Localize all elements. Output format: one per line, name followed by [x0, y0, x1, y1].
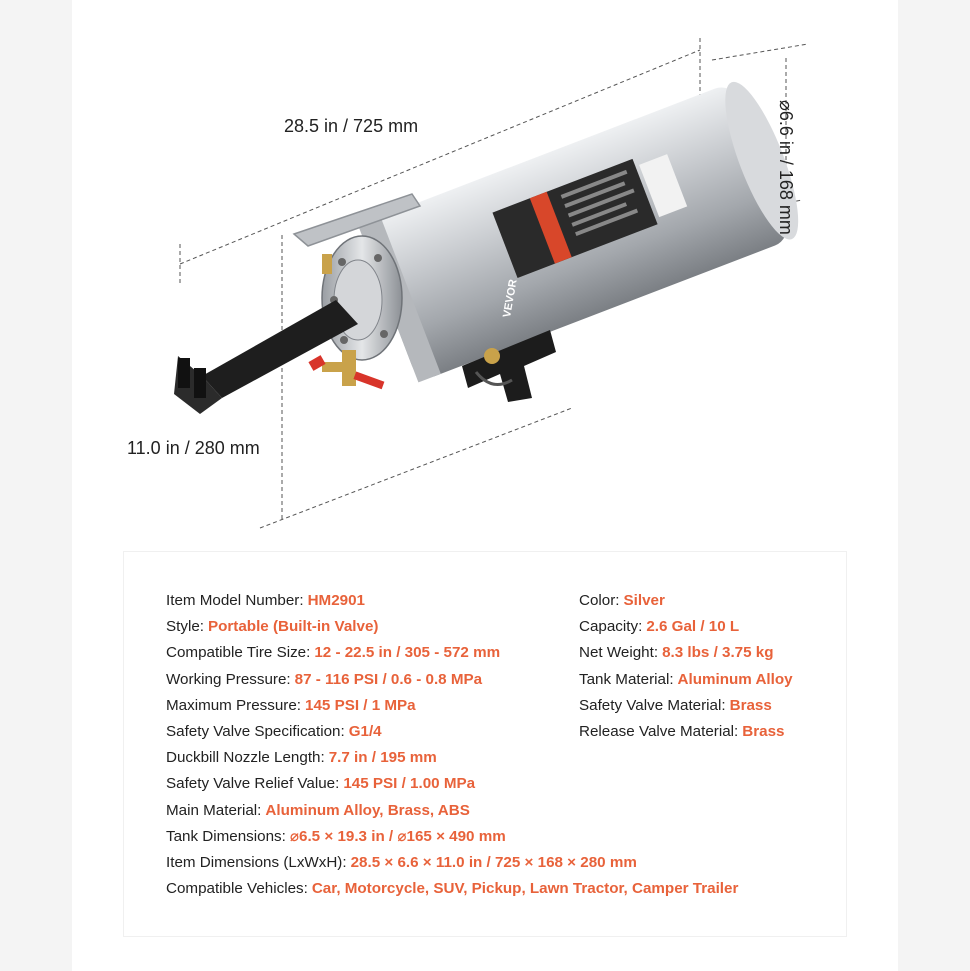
valve-head	[322, 236, 402, 360]
spec-row-style: Style: Portable (Built-in Valve)	[166, 618, 379, 636]
specs-right-column	[579, 588, 793, 745]
spec-row-safety-valve-spec: Safety Valve Specification: G1/4	[166, 723, 382, 741]
spec-row-capacity: Capacity: 2.6 Gal / 10 L	[579, 618, 740, 636]
spec-row-max-pressure: Maximum Pressure: 145 PSI / 1 MPa	[166, 696, 416, 714]
brand-text: VEVOR	[501, 278, 520, 319]
height-dimension-label: 11.0 in / 280 mm	[127, 438, 260, 458]
product-illustration	[72, 0, 898, 560]
spec-row-color: Color: Silver	[579, 592, 665, 609]
spec-row-compatible-vehicles: Compatible Vehicles: Car, Motorcycle, SUV, Pickup, Lawn Tractor, Camper Trailer	[166, 880, 739, 898]
spec-row-tank-dimensions: Tank Dimensions: ⌀6.5 × 19.3 in / ⌀165 × 490 mm	[166, 827, 506, 845]
spec-row-relief-value: Safety Valve Relief Value: 145 PSI / 1.00 MPa	[166, 775, 476, 793]
spec-row-nozzle-length: Duckbill Nozzle Length: 7.7 in / 195 mm	[166, 749, 437, 767]
spec-row-release-valve-material: Release Valve Material: Brass	[579, 723, 785, 741]
duckbill-nozzle	[174, 300, 358, 414]
diameter-dimension-label: ⌀6.6 in / 168 mm	[776, 100, 796, 235]
spec-row-tire-size: Compatible Tire Size: 12 - 22.5 in / 305 - 572 mm	[166, 644, 501, 662]
spec-row-tank-material: Tank Material: Aluminum Alloy	[579, 670, 793, 688]
spec-row-net-weight: Net Weight: 8.3 lbs / 3.75 kg	[579, 644, 774, 662]
tank	[358, 74, 812, 382]
length-dimension-label: 28.5 in / 725 mm	[284, 116, 419, 136]
spec-row-main-material: Main Material: Aluminum Alloy, Brass, ABS	[166, 801, 470, 819]
specification-panel	[124, 552, 846, 936]
spec-row-working-pressure: Working Pressure: 87 - 116 PSI / 0.6 - 0.8 MPa	[166, 670, 483, 688]
spec-row-safety-valve-material: Safety Valve Material: Brass	[579, 696, 772, 714]
spec-row-model-number: Item Model Number: HM2901	[166, 592, 365, 609]
tire-inflator-image	[72, 0, 898, 560]
spec-row-item-dimensions: Item Dimensions (LxWxH): 28.5 × 6.6 × 11.0 in / 725 × 168 × 280 mm	[166, 854, 637, 872]
